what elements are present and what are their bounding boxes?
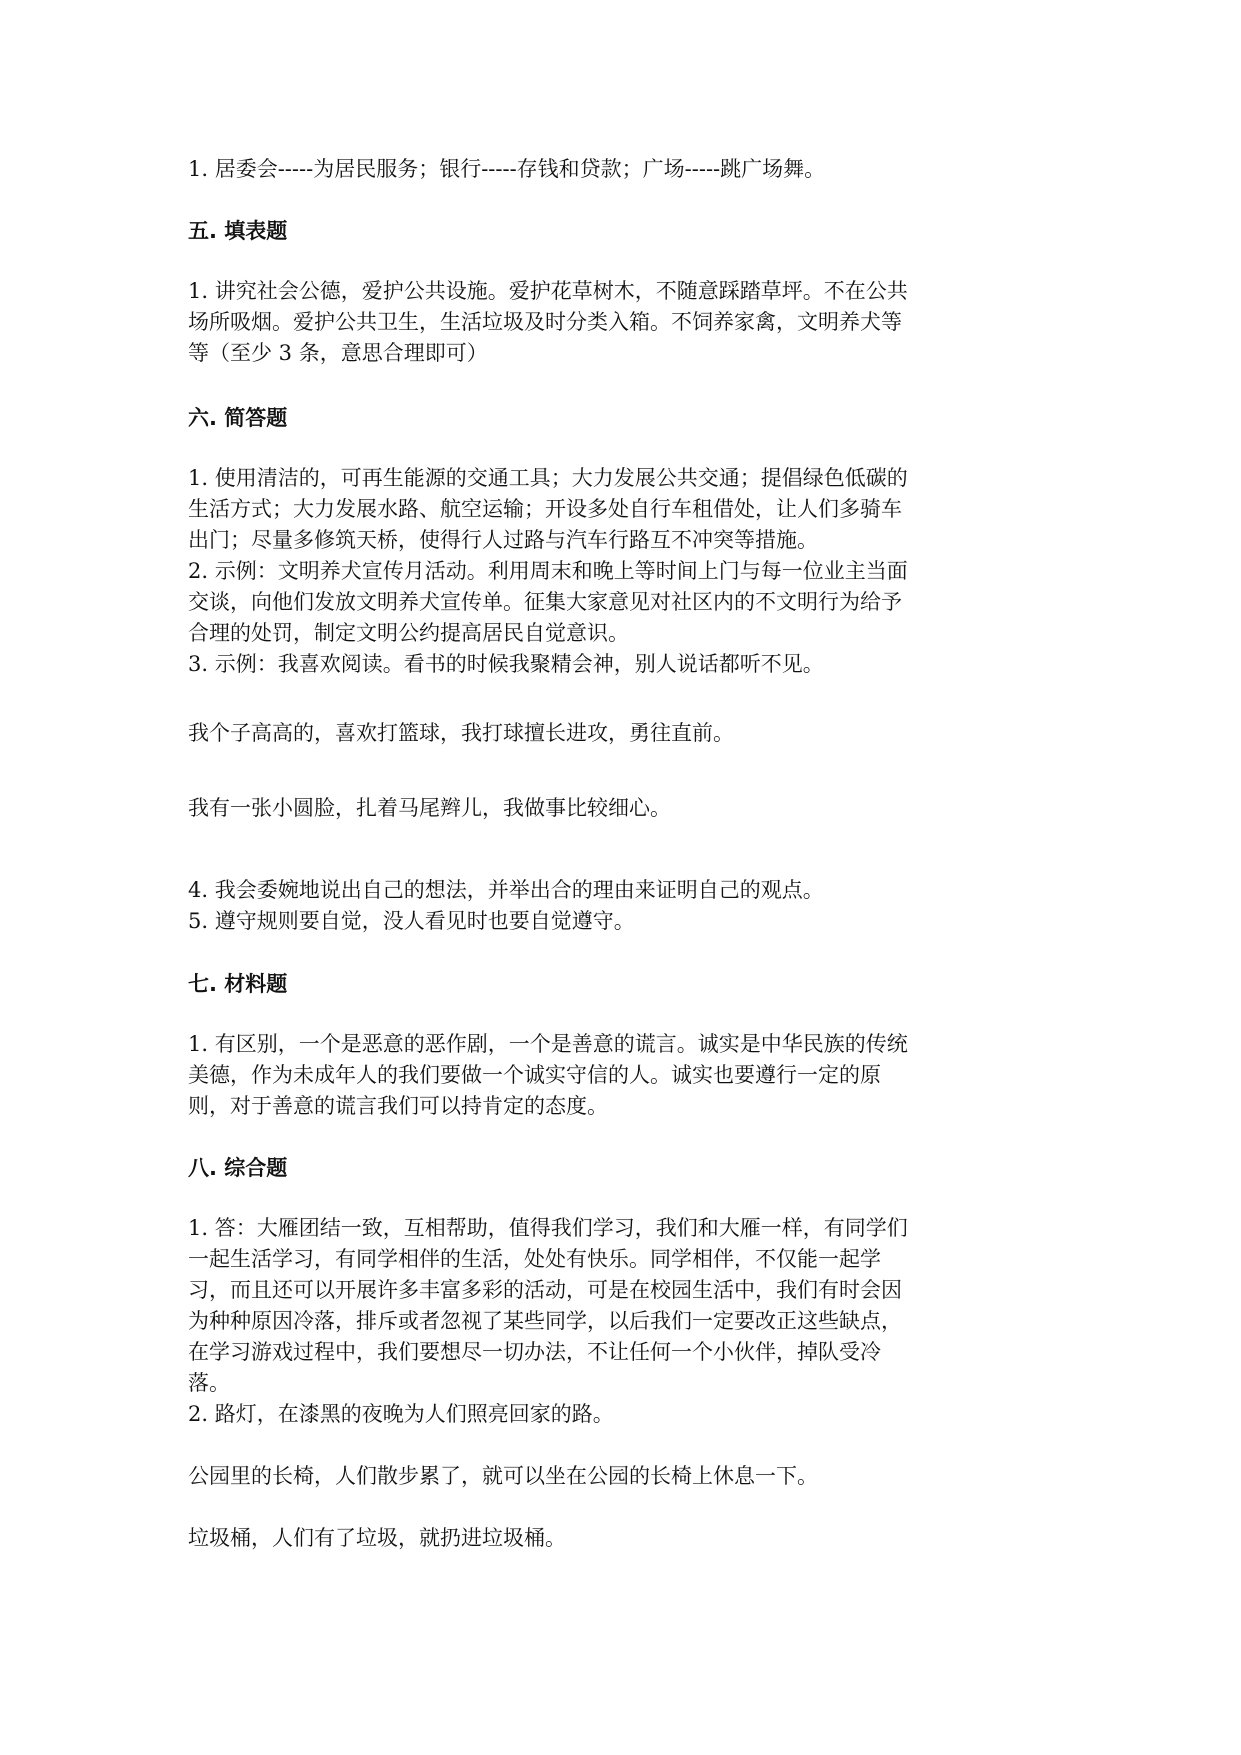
text-line: 我个子高高的，喜欢打篮球，我打球擅长进攻，勇往直前。 [188,721,734,745]
text-line: 落。 [188,1371,230,1395]
text-line: 2. 路灯，在漆黑的夜晚为人们照亮回家的路。 [188,1402,614,1426]
text-line: 我有一张小圆脸，扎着马尾辫儿，我做事比较细心。 [188,796,671,820]
text-line: 在学习游戏过程中，我们要想尽一切办法，不让任何一个小伙伴，掉队受冷 [188,1340,881,1364]
text-line: 为种种原因冷落，排斥或者忽视了某些同学，以后我们一定要改正这些缺点， [188,1309,902,1333]
text-line: 则，对于善意的谎言我们可以持肯定的态度。 [188,1094,608,1118]
text-line: 一起生活学习，有同学相伴的生活，处处有快乐。同学相伴，不仅能一起学 [188,1247,881,1271]
section7-heading: 七. 材料题 [188,972,288,996]
text-line: 1. 有区别，一个是恶意的恶作剧，一个是善意的谎言。诚实是中华民族的传统 [188,1032,908,1056]
text-line: 3. 示例：我喜欢阅读。看书的时候我聚精会神，别人说话都听不见。 [188,652,824,676]
text-line: 交谈，向他们发放文明养犬宣传单。征集大家意见对社区内的不文明行为给予 [188,590,902,614]
text-line: 1. 答：大雁团结一致，互相帮助，值得我们学习，我们和大雁一样，有同学们 [188,1216,908,1240]
text-line: 出门；尽量多修筑天桥，使得行人过路与汽车行路互不冲突等措施。 [188,528,818,552]
text-line: 2. 示例：文明养犬宣传月活动。利用周末和晚上等时间上门与每一位业主当面 [188,559,908,583]
text-line: 垃圾桶，人们有了垃圾，就扔进垃圾桶。 [188,1526,566,1550]
text-line: 公园里的长椅，人们散步累了，就可以坐在公园的长椅上休息一下。 [188,1464,818,1488]
text-line: 1. 讲究社会公德，爱护公共设施。爱护花草树木，不随意踩踏草坪。不在公共 [188,279,908,303]
text-line: 场所吸烟。爱护公共卫生，生活垃圾及时分类入箱。不饲养家禽，文明养犬等 [188,310,902,334]
text-line: 美德，作为未成年人的我们要做一个诚实守信的人。诚实也要遵行一定的原 [188,1063,881,1087]
text-line: 1. 使用清洁的，可再生能源的交通工具；大力发展公共交通；提倡绿色低碳的 [188,466,908,490]
text-line: 合理的处罚，制定文明公约提高居民自觉意识。 [188,621,629,645]
section8-heading: 八. 综合题 [188,1156,288,1180]
text-line: 生活方式；大力发展水路、航空运输；开设多处自行车租借处，让人们多骑车 [188,497,902,521]
section6-heading: 六. 简答题 [188,406,288,430]
section6-answer-5: 5. 遵守规则要自觉，没人看见时也要自觉遵守。 [188,909,635,933]
text-line: 习，而且还可以开展许多丰富多彩的活动，可是在校园生活中，我们有时会因 [188,1278,902,1302]
section4-answer-1: 1. 居委会-----为居民服务；银行-----存钱和贷款；广场-----跳广场舞。 [188,157,826,181]
section5-heading: 五. 填表题 [188,219,288,243]
section6-answer-4: 4. 我会委婉地说出自己的想法，并举出合的理由来证明自己的观点。 [188,878,824,902]
text-line: 等（至少 3 条，意思合理即可） [188,341,488,365]
